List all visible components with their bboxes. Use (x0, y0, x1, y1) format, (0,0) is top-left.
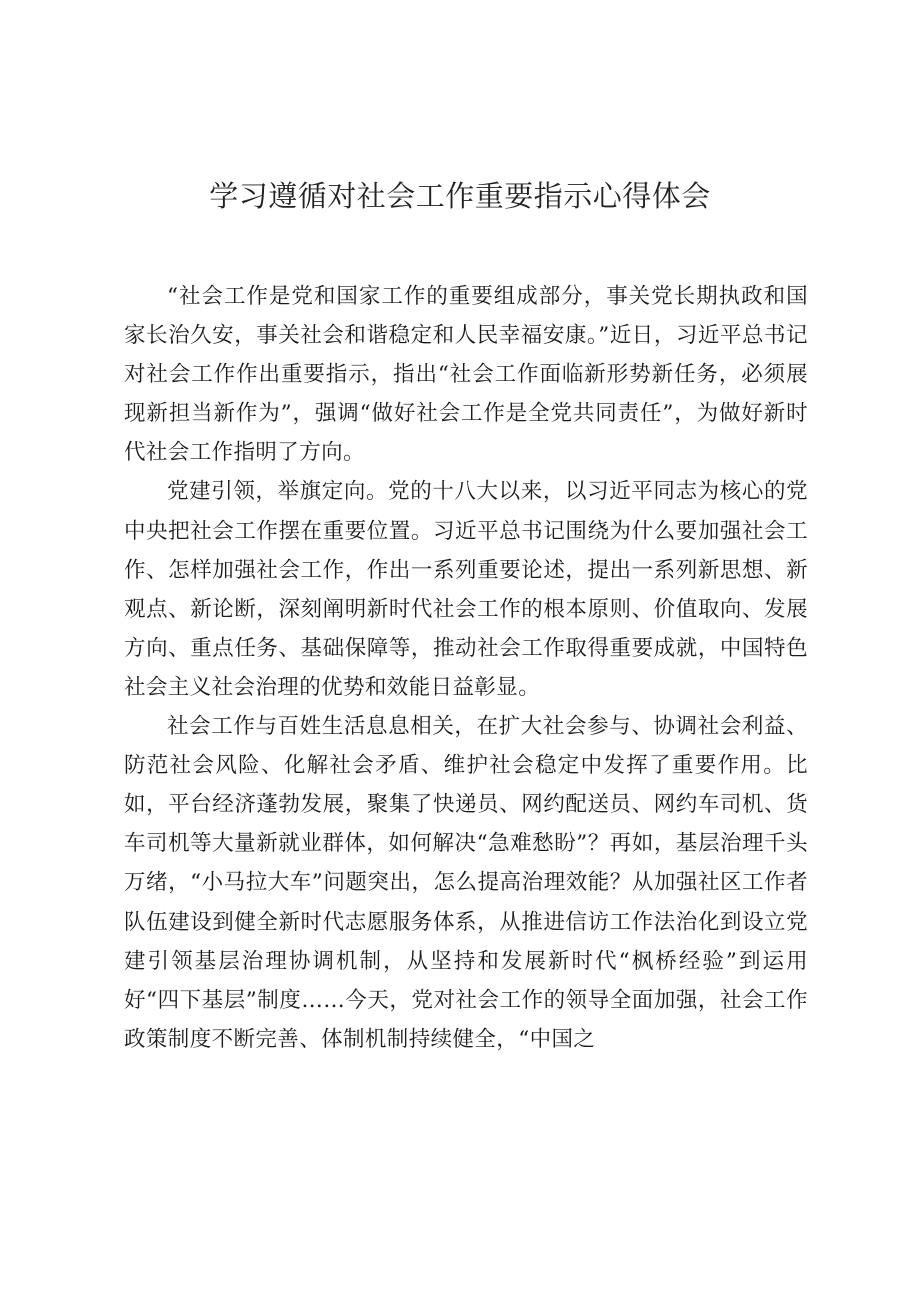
paragraph-3: 社会工作与百姓生活息息相关，在扩大社会参与、协调社会利益、防范社会风险、化解社会矛盾、维护社会稳定中发挥了重要作用。比如，平台经济蓬勃发展，聚集了快递员、网约配送员、网约车司机、货车司机等大量新就业群体，如何解决“急难愁盼”？再如，基层治理千头万绪，“小马拉大车”问题突出，怎么提高治理效能？从加强社区工作者队伍建设到健全新时代志愿服务体系，从推进信访工作法治化到设立党建引领基层治理协调机制，从坚持和发展新时代“枫桥经验”到运用好“四下基层”制度……今天，党对社会工作的领导全面加强，社会工作政策制度不断完善、体制机制持续健全，“中国之 (124, 714, 808, 1052)
document-title: 学习遵循对社会工作重要指示心得体会 (209, 179, 711, 213)
paragraph-2: 党建引领，举旗定向。党的十八大以来，以习近平同志为核心的党中央把社会工作摆在重要位置。习近平总书记围绕为什么要加强社会工作、怎样加强社会工作，作出一系列重要论述，提出一系列新思想、新观点、新论断，深刻阐明新时代社会工作的根本原则、价值取向、发展方向、重点任务、基础保障等，推动社会工作取得重要成就，中国特色社会主义社会治理的优势和效能日益彰显。 (124, 479, 808, 700)
paragraph-1: “社会工作是党和国家工作的重要组成部分，事关党长期执政和国家长治久安，事关社会和谐稳定和人民幸福安康。”近日，习近平总书记对社会工作作出重要指示，指出“社会工作面临新形势新任务，必须展现新担当新作为”，强调“做好社会工作是全党共同责任”，为做好新时代社会工作指明了方向。 (124, 284, 808, 466)
document-body (124, 277, 808, 1059)
